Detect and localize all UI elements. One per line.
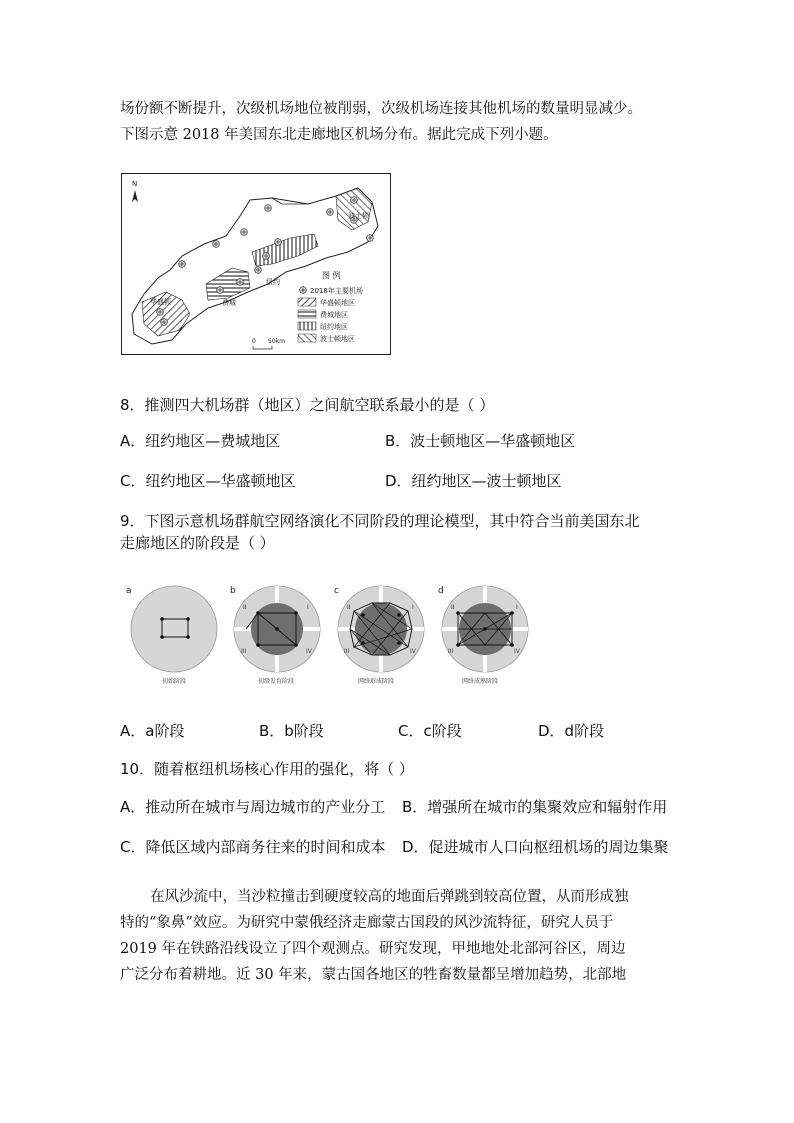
stage-b-q1: I: [307, 604, 309, 611]
stage-d-letter: d: [438, 586, 444, 596]
q8-option-c: C．纽约地区—华盛顿地区: [120, 472, 296, 490]
q9-option-b: B．b阶段: [259, 722, 324, 740]
scale-bar: [253, 346, 272, 349]
passage-line-3: 2019 年在铁路沿线设立了四个观测点。研究发现，甲地地处北部河谷区，周边: [120, 941, 626, 957]
stage-c-caption: 网络形成阶段: [358, 678, 395, 685]
q8-stem: 8．推测四大机场群（地区）之间航空联系最小的是（ ）: [120, 396, 495, 414]
q10-option-c: C．降低区域内部商务往来的时间和成本: [120, 838, 386, 856]
passage-line-4: 广泛分布着耕地。近 30 年来，蒙古国各地区的牲畜数量都呈增加趋势，北部地: [120, 967, 627, 983]
stage-b-q4: IV: [306, 648, 312, 655]
stage-c-q1: I: [412, 604, 414, 611]
q8-option-d: D．纽约地区—波士顿地区: [385, 472, 562, 490]
legend-phl: 费城地区: [320, 311, 348, 319]
city-newyork: 纽约: [266, 278, 280, 286]
stage-b-q2: II: [243, 604, 247, 611]
q9-option-d: D．d阶段: [538, 722, 605, 740]
stage-d-q2: II: [451, 604, 455, 611]
q10-option-d: D．促进城市人口向枢纽机场的周边集聚: [402, 838, 669, 856]
legend-ny: 纽约地区: [320, 323, 348, 331]
stage-b-q3: III: [241, 648, 247, 655]
city-boston: 波士顿: [348, 212, 369, 220]
north-label: N: [132, 180, 138, 188]
stage-b-letter: b: [230, 586, 236, 596]
scale-zero: 0: [252, 338, 256, 345]
intro-line-2: 下图示意 2018 年美国东北走廊地区机场分布。据此完成下列小题。: [120, 127, 558, 143]
stage-d-caption: 网络成熟阶段: [462, 678, 499, 685]
stage-d-q4: IV: [514, 648, 520, 655]
stage-a-letter: a: [126, 586, 132, 596]
q10-stem: 10．随着枢纽机场核心作用的强化，将（ ）: [120, 760, 414, 778]
intro-line-1: 场份额不断提升，次级机场地位被削弱，次级机场连接其他机场的数量明显减少。: [120, 101, 642, 117]
stage-c-q4: IV: [410, 648, 416, 655]
stage-d: [438, 586, 528, 685]
q10-option-b: B．增强所在城市的集聚效应和辐射作用: [402, 798, 668, 816]
legend-bos: 波士顿地区: [320, 335, 355, 343]
airport-map-figure: [121, 173, 391, 355]
stage-a: [126, 586, 217, 685]
stage-b: [230, 586, 320, 685]
stage-d-q1: I: [516, 604, 518, 611]
legend-dc: 华盛顿地区: [320, 299, 355, 307]
passage-line-1: 在风沙流中，当沙粒撞击到硬度较高的地面后弹跳到较高位置，从而形成独: [150, 889, 629, 905]
q8-option-a: A．纽约地区—费城地区: [120, 432, 281, 450]
stage-c-letter: c: [334, 586, 339, 596]
q8-option-b: B．波士顿地区—华盛顿地区: [385, 432, 576, 450]
q9-stem-line-2: 走廊地区的阶段是（ ）: [120, 534, 275, 552]
stage-a-caption: 初始阶段: [162, 678, 187, 685]
city-philadelphia: 费城: [222, 299, 236, 307]
q9-option-a: A．a阶段: [120, 722, 185, 740]
legend-airport: 2018年主要机场: [310, 287, 363, 295]
stage-c: [334, 586, 424, 685]
q9-stem-line-1: 9．下图示意机场群航空网络演化不同阶段的理论模型，其中符合当前美国东北: [120, 512, 640, 530]
north-arrow-icon: [132, 190, 138, 202]
scale-distance: 50km: [268, 338, 285, 345]
q9-option-c: C．c阶段: [398, 722, 462, 740]
stage-d-q3: III: [448, 648, 454, 655]
passage-line-2: 特的“象鼻”效应。为研究中蒙俄经济走廊蒙古国段的风沙流特征，研究人员于: [120, 915, 614, 931]
q10-option-a: A．推动所在城市与周边城市的产业分工: [120, 798, 386, 816]
stage-c-q3: III: [344, 648, 350, 655]
city-washington: 华盛顿: [150, 298, 171, 306]
stage-c-q2: II: [347, 604, 351, 611]
network-stages-figure: [122, 583, 542, 693]
legend-title: 图 例: [322, 271, 341, 280]
stage-b-caption: 初级发育阶段: [258, 678, 295, 685]
